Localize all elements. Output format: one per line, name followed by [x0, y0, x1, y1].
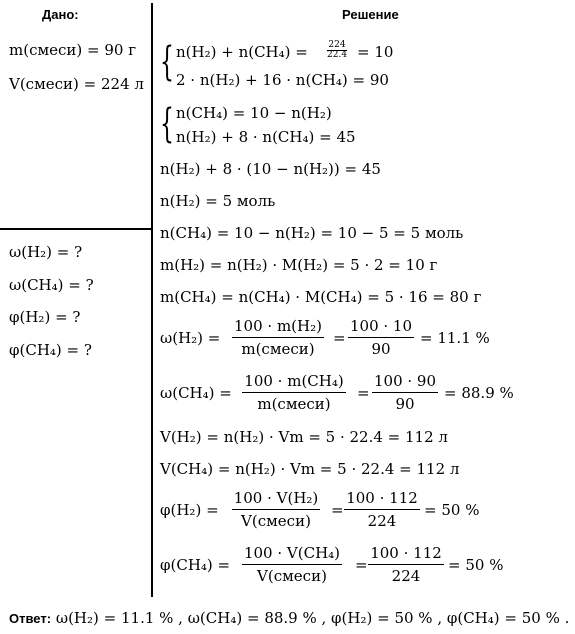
find-omega-ch4: ω(CH₄) = ?	[9, 276, 94, 294]
phi-ch4-fraction-1	[234, 544, 350, 585]
system1-fraction	[326, 41, 348, 60]
omega-h2-den-2: 90	[371, 340, 391, 358]
phi-h2-den-2: 224	[367, 512, 397, 530]
answer-text: ω(H₂) = 11.1 % , ω(CH₄) = 88.9 % , φ(H₂) = 50 % , φ(CH₄) = 50 % .	[55, 609, 570, 627]
phi-h2-lhs: φ(H₂) =	[160, 501, 219, 519]
omega-ch4-num-2: 100 · 90	[372, 372, 438, 393]
omega-h2-num-2: 100 · 10	[348, 317, 414, 338]
phi-h2-rhs: = 50 %	[424, 501, 480, 519]
phi-ch4-fraction-2	[370, 544, 442, 585]
omega-ch4-num-1: 100 · m(CH₄)	[242, 372, 345, 393]
omega-ch4-den-1: m(смеси)	[257, 395, 331, 413]
phi-ch4-rhs: = 50 %	[448, 556, 504, 574]
phi-ch4-eq: =	[355, 556, 368, 574]
step-v-h2: V(H₂) = n(H₂) · Vm = 5 · 22.4 = 112 л	[160, 428, 448, 446]
omega-h2-lhs: ω(H₂) =	[160, 329, 221, 347]
given-mass: m(смеси) = 90 г	[9, 41, 137, 59]
phi-h2-fraction-1	[226, 489, 326, 530]
omega-ch4-eq: =	[357, 384, 370, 402]
given-header: Дано:	[42, 7, 79, 22]
omega-h2-num-1: 100 · m(H₂)	[232, 317, 324, 338]
phi-ch4-den-2: 224	[391, 567, 421, 585]
step-v-ch4: V(CH₄) = n(H₂) · Vm = 5 · 22.4 = 112 л	[160, 460, 460, 478]
omega-ch4-fraction-1	[236, 372, 352, 413]
omega-h2-eq: =	[333, 329, 346, 347]
phi-ch4-lhs: φ(CH₄) =	[160, 556, 231, 574]
step-m-h2: m(H₂) = n(H₂) · M(H₂) = 5 · 2 = 10 г	[160, 256, 438, 274]
omega-h2-rhs: = 11.1 %	[420, 329, 490, 347]
find-omega-h2: ω(H₂) = ?	[9, 243, 83, 261]
phi-h2-num-1: 100 · V(H₂)	[232, 489, 321, 510]
answer-label: Ответ:	[9, 611, 52, 626]
phi-h2-den-1: V(смеси)	[241, 512, 311, 530]
step-n-h2: n(H₂) = 5 моль	[160, 192, 276, 210]
phi-h2-num-2: 100 · 112	[344, 489, 420, 510]
given-volume: V(смеси) = 224 л	[9, 75, 144, 93]
solution-header: Решение	[342, 7, 399, 22]
system1-eq1-rhs: = 10	[357, 43, 394, 61]
answer-line	[9, 609, 569, 627]
find-phi-h2: φ(H₂) = ?	[9, 308, 81, 326]
system-brace-2: {	[160, 101, 174, 147]
system1-fraction-denominator: 22.4	[327, 50, 348, 60]
omega-ch4-rhs: = 88.9 %	[444, 384, 514, 402]
system-brace-1: {	[160, 39, 174, 85]
phi-ch4-num-2: 100 · 112	[368, 544, 444, 565]
phi-ch4-den-1: V(смеси)	[257, 567, 327, 585]
vertical-divider	[151, 3, 153, 597]
system2-eq2: n(H₂) + 8 · n(CH₄) = 45	[176, 128, 356, 146]
phi-h2-eq: =	[331, 501, 344, 519]
system2-eq1: n(CH₄) = 10 − n(H₂)	[176, 104, 332, 122]
omega-h2-fraction-1	[228, 317, 328, 358]
system1-eq2: 2 · n(H₂) + 16 · n(CH₄) = 90	[176, 71, 389, 89]
omega-ch4-fraction-2	[372, 372, 438, 413]
system1-eq1-lhs: n(H₂) + n(CH₄) =	[176, 43, 308, 61]
system1-fraction-numerator: 224	[328, 40, 346, 50]
omega-h2-fraction-2	[348, 317, 414, 358]
omega-h2-den-1: m(смеси)	[241, 340, 315, 358]
phi-h2-fraction-2	[346, 489, 418, 530]
horizontal-divider	[0, 228, 152, 230]
omega-ch4-lhs: ω(CH₄) =	[160, 384, 232, 402]
step-n-ch4: n(CH₄) = 10 − n(H₂) = 10 − 5 = 5 моль	[160, 224, 464, 242]
find-phi-ch4: φ(CH₄) = ?	[9, 341, 92, 359]
omega-ch4-den-2: 90	[395, 395, 415, 413]
phi-ch4-num-1: 100 · V(CH₄)	[242, 544, 342, 565]
step-m-ch4: m(CH₄) = n(CH₄) · M(CH₄) = 5 · 16 = 80 г	[160, 288, 482, 306]
step-substitution: n(H₂) + 8 · (10 − n(H₂)) = 45	[160, 160, 381, 178]
